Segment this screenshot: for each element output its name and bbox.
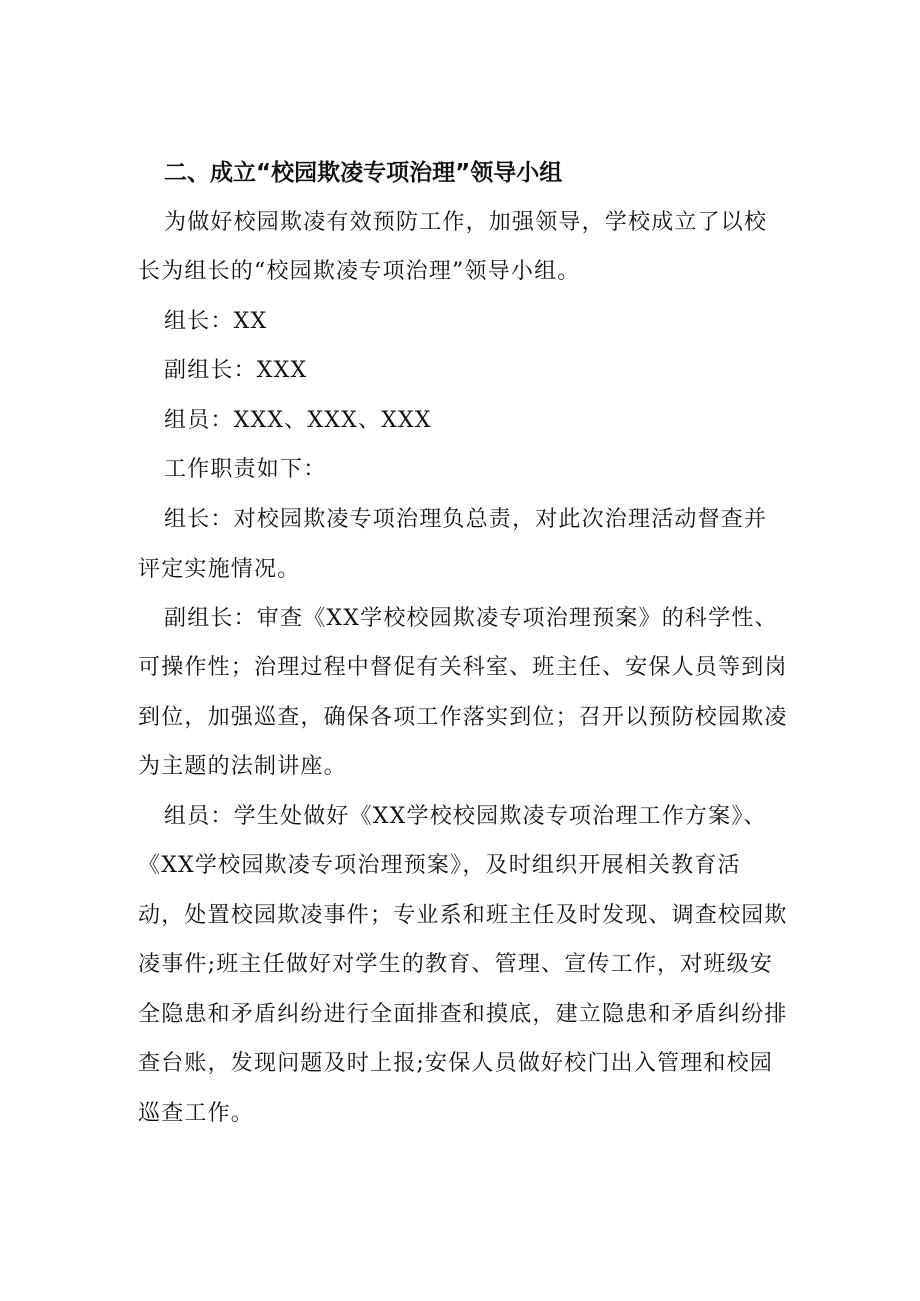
paragraph-line: 副组长：审查《XX学校校园欺凌专项治理预案》的科学性、 [164, 606, 778, 631]
leader-line: 组长：XX [164, 309, 268, 334]
deputy-leader-line: 副组长：XXX [164, 358, 308, 383]
members-line: 组员：XXX、XXX、XXX [164, 408, 432, 433]
paragraph-line: 为主题的法制讲座。 [138, 754, 347, 779]
duties-intro-line: 工作职责如下： [164, 457, 327, 482]
paragraph-line: 可操作性；治理过程中督促有关科室、班主任、安保人员等到岗 [138, 655, 788, 680]
paragraph-line: 查台账，发现问题及时上报;安保人员做好校门出入管理和校园 [138, 1051, 774, 1076]
paragraph-line: 评定实施情况。 [138, 557, 301, 582]
paragraph-line: 为做好校园欺凌有效预防工作，加强领导，学校成立了以校 [164, 210, 768, 235]
paragraph-line: 组员：学生处做好《XX学校校园欺凌专项治理工作方案》、 [164, 804, 767, 829]
paragraph-line: 动，处置校园欺凌事件；专业系和班主任及时发现、调查校园欺 [138, 903, 788, 928]
paragraph-line: 《XX学校园欺凌专项治理预案》，及时组织开展相关教育活 [138, 853, 741, 878]
paragraph-line: 巡查工作。 [138, 1101, 255, 1126]
paragraph-line: 长为组长的“校园欺凌专项治理”领导小组。 [138, 259, 581, 284]
paragraph-line: 全隐患和矛盾纠纷进行全面排查和摸底，建立隐患和矛盾纠纷排 [138, 1002, 788, 1027]
paragraph-line: 凌事件;班主任做好对学生的教育、管理、宣传工作，对班级安 [138, 952, 774, 977]
paragraph-line: 到位，加强巡查，确保各项工作落实到位；召开以预防校园欺凌 [138, 705, 788, 730]
section-heading: 二、成立“校园欺凌专项治理”领导小组 [164, 160, 563, 186]
paragraph-line: 组长：对校园欺凌专项治理负总责，对此次治理活动督查并 [164, 507, 768, 532]
